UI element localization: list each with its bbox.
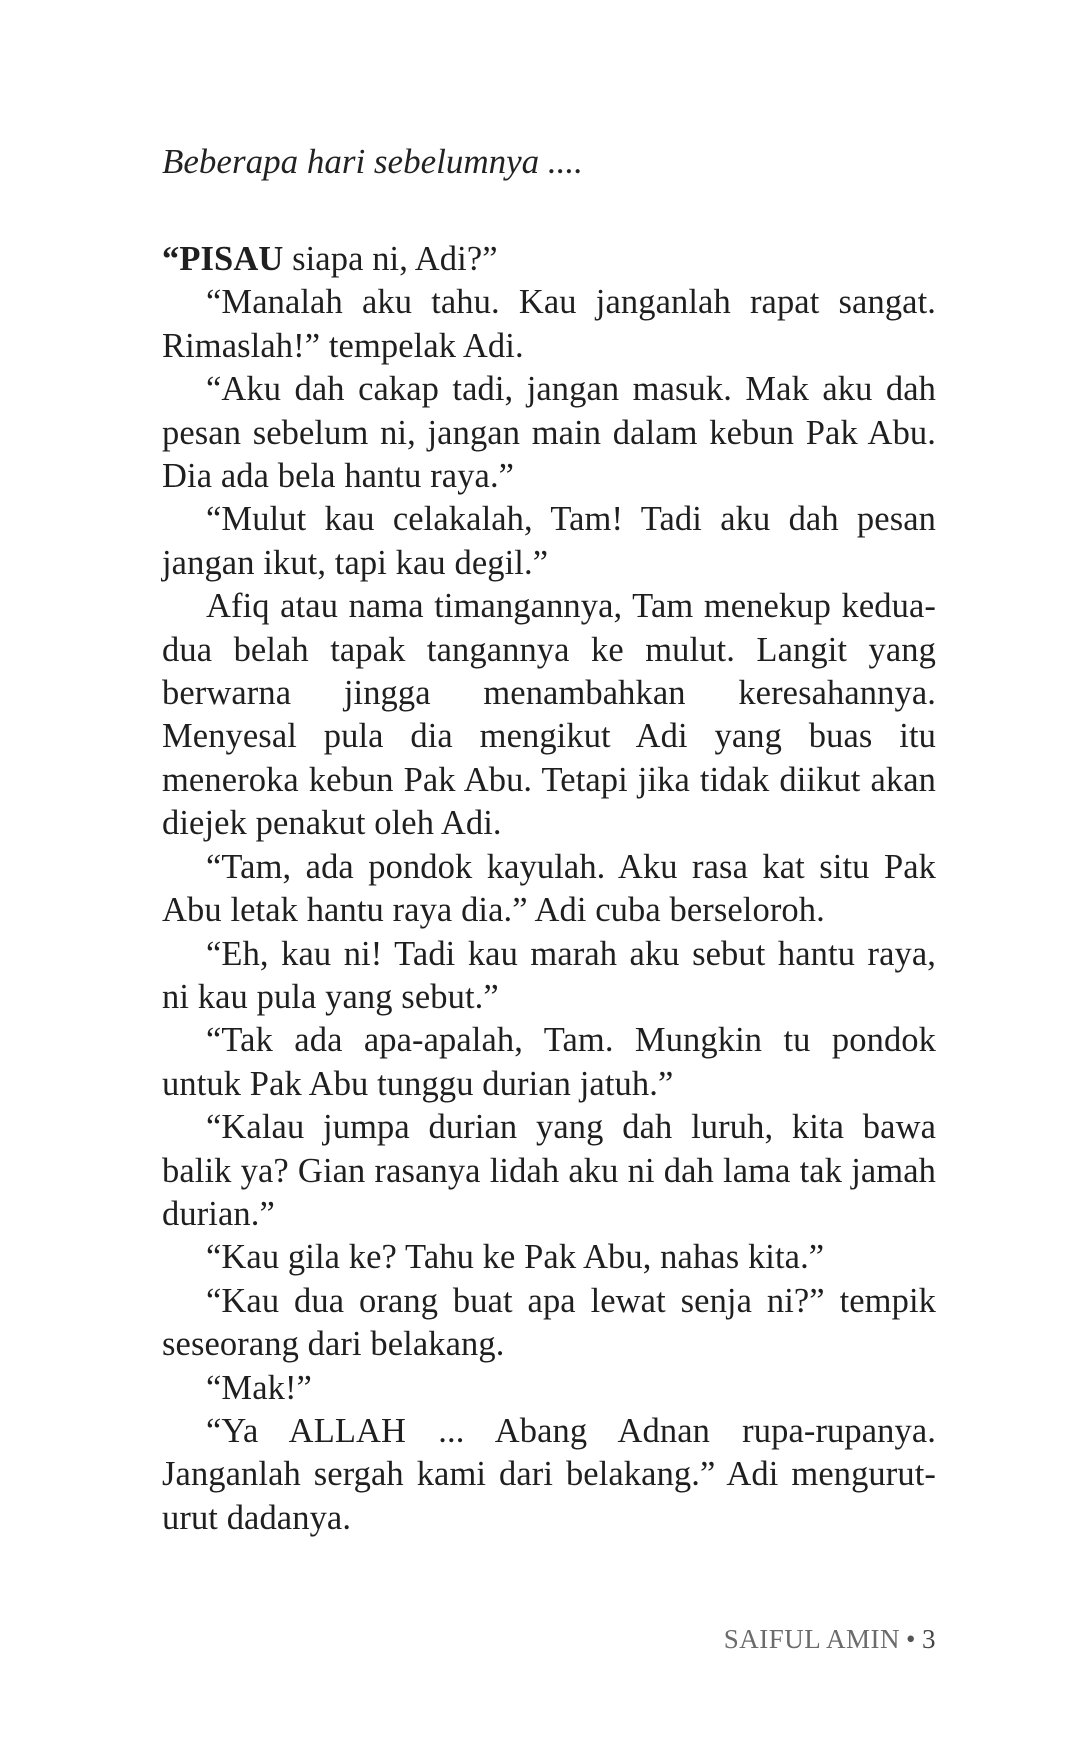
paragraph: “Eh, kau ni! Tadi kau marah aku sebut hantu raya, ni kau pula yang sebut.” [162, 934, 936, 1016]
paragraph: “Aku dah cakap tadi, jangan masuk. Mak aku dah pesan sebelum ni, jangan main dalam kebun Pak Abu. Dia ada bela hantu raya.” [162, 370, 936, 496]
paragraph: “Tam, ada pondok kayulah. Aku rasa kat situ Pak Abu letak hantu raya dia.” Adi cuba berseloroh. [162, 847, 936, 930]
section-heading: Beberapa hari sebelumnya .... [162, 142, 583, 181]
paragraph: “Kalau jumpa durian yang dah luruh, kita bawa balik ya? Gian rasanya lidah aku ni dah lama tak jamah durian.” [162, 1108, 936, 1233]
paragraph: “Manalah aku tahu. Kau janganlah rapat sangat. Rimaslah!” tempelak Adi. [162, 283, 936, 365]
book-page [162, 140, 936, 1540]
opening-word: “PISAU [162, 240, 284, 278]
paragraph: “Kau dua orang buat apa lewat senja ni?” tempik seseorang dari belakang. [162, 1281, 936, 1364]
author-name: SAIFUL AMIN [723, 1624, 901, 1654]
paragraph: “Mulut kau celakalah, Tam! Tadi aku dah pesan jangan ikut, tapi kau degil.” [162, 500, 936, 582]
paragraph: “Tak ada apa-apalah, Tam. Mungkin tu pondok untuk Pak Abu tunggu durian jatuh.” [162, 1021, 936, 1103]
paragraph: Afiq atau nama timangannya, Tam menekup kedua-dua belah tapak tangannya ke mulut. Langit yang berwarna jingga menambahkan keresahannya. Menyesal pula dia mengikut Adi yang buas itu meneroka kebun Pak Abu. Tetapi jika tidak diikut akan diejek penakut oleh Adi. [162, 587, 936, 843]
paragraph: “Ya ALLAH ... Abang Adnan rupa-rupanya. Janganlah sergah kami dari belakang.” Adi mengurut-urut dadanya. [162, 1411, 936, 1537]
opening-rest: siapa ni, Adi?” [283, 240, 498, 278]
page-number: 3 [922, 1624, 936, 1654]
footer-bullet: • [906, 1624, 916, 1654]
opening-paragraph [162, 238, 936, 281]
page-footer [724, 1624, 936, 1655]
paragraph: “Mak!” [206, 1368, 312, 1407]
paragraph: “Kau gila ke? Tahu ke Pak Abu, nahas kita.” [206, 1238, 825, 1277]
